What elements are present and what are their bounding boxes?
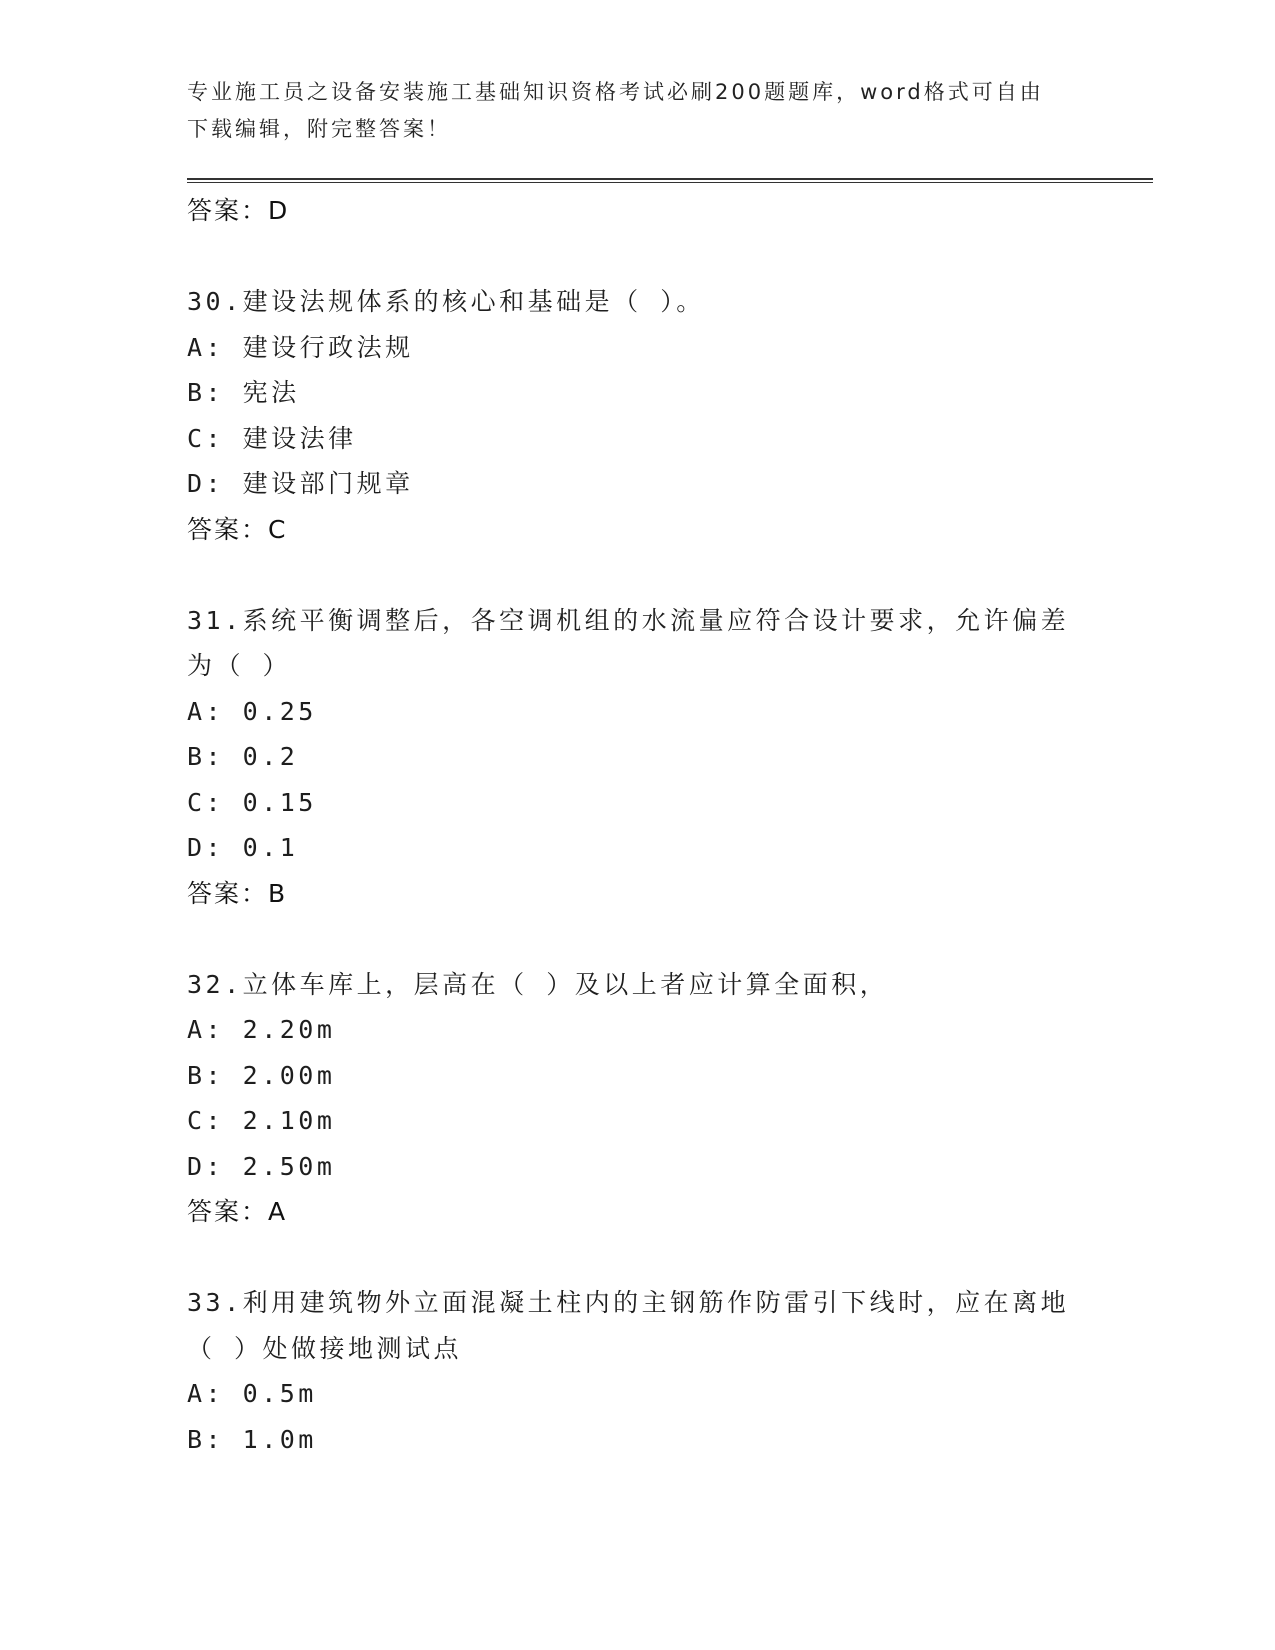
header-divider xyxy=(187,178,1153,183)
question-item xyxy=(187,962,1087,1235)
option-c: C: 0.15 xyxy=(187,787,317,817)
option-b: B: 1.0m xyxy=(187,1424,317,1454)
question-text-continued: （ ）处做接地测试点 xyxy=(187,1333,463,1363)
option-d: D: 2.50m xyxy=(187,1151,336,1181)
option-b: B: 宪法 xyxy=(187,378,300,407)
option-b: B: 0.2 xyxy=(187,742,299,771)
question-list xyxy=(187,188,1087,1462)
question-item xyxy=(187,279,1087,552)
question-text: 32.立体车库上，层高在（ ）及以上者应计算全面积， xyxy=(187,969,889,999)
option-a: A: 2.20m xyxy=(187,1015,336,1044)
spacer xyxy=(187,916,1087,962)
question-text: 30.建设法规体系的核心和基础是（ ）。 xyxy=(187,287,705,316)
option-a: A: 建设行政法规 xyxy=(187,332,414,362)
option-a: A: 0.25 xyxy=(187,696,317,726)
option-d: D: 建设部门规章 xyxy=(187,469,414,498)
answer-text: 答案：A xyxy=(187,1197,288,1226)
answer-text: 答案：B xyxy=(187,878,288,908)
option-c: C: 2.10m xyxy=(187,1106,336,1135)
question-item xyxy=(187,1280,1087,1462)
answer-text: 答案：C xyxy=(187,514,288,544)
spacer xyxy=(187,234,1087,280)
spacer xyxy=(187,1235,1087,1281)
option-b: B: 2.00m xyxy=(187,1060,336,1090)
question-text-continued: 为（ ） xyxy=(187,651,292,680)
document-header: 专业施工员之设备安装施工基础知识资格考试必刷200题题库，word格式可自由下载编辑，附完整答案！ xyxy=(187,80,1044,141)
previous-answer: 答案：D xyxy=(187,196,290,225)
question-item xyxy=(187,598,1087,917)
spacer xyxy=(187,552,1087,598)
option-c: C: 建设法律 xyxy=(187,423,357,453)
question-text: 31.系统平衡调整后，各空调机组的水流量应符合设计要求，允许偏差 xyxy=(187,605,1070,635)
question-text: 33.利用建筑物外立面混凝土柱内的主钢筋作防雷引下线时，应在离地 xyxy=(187,1288,1070,1317)
option-a: A: 0.5m xyxy=(187,1379,317,1408)
option-d: D: 0.1 xyxy=(187,833,299,862)
